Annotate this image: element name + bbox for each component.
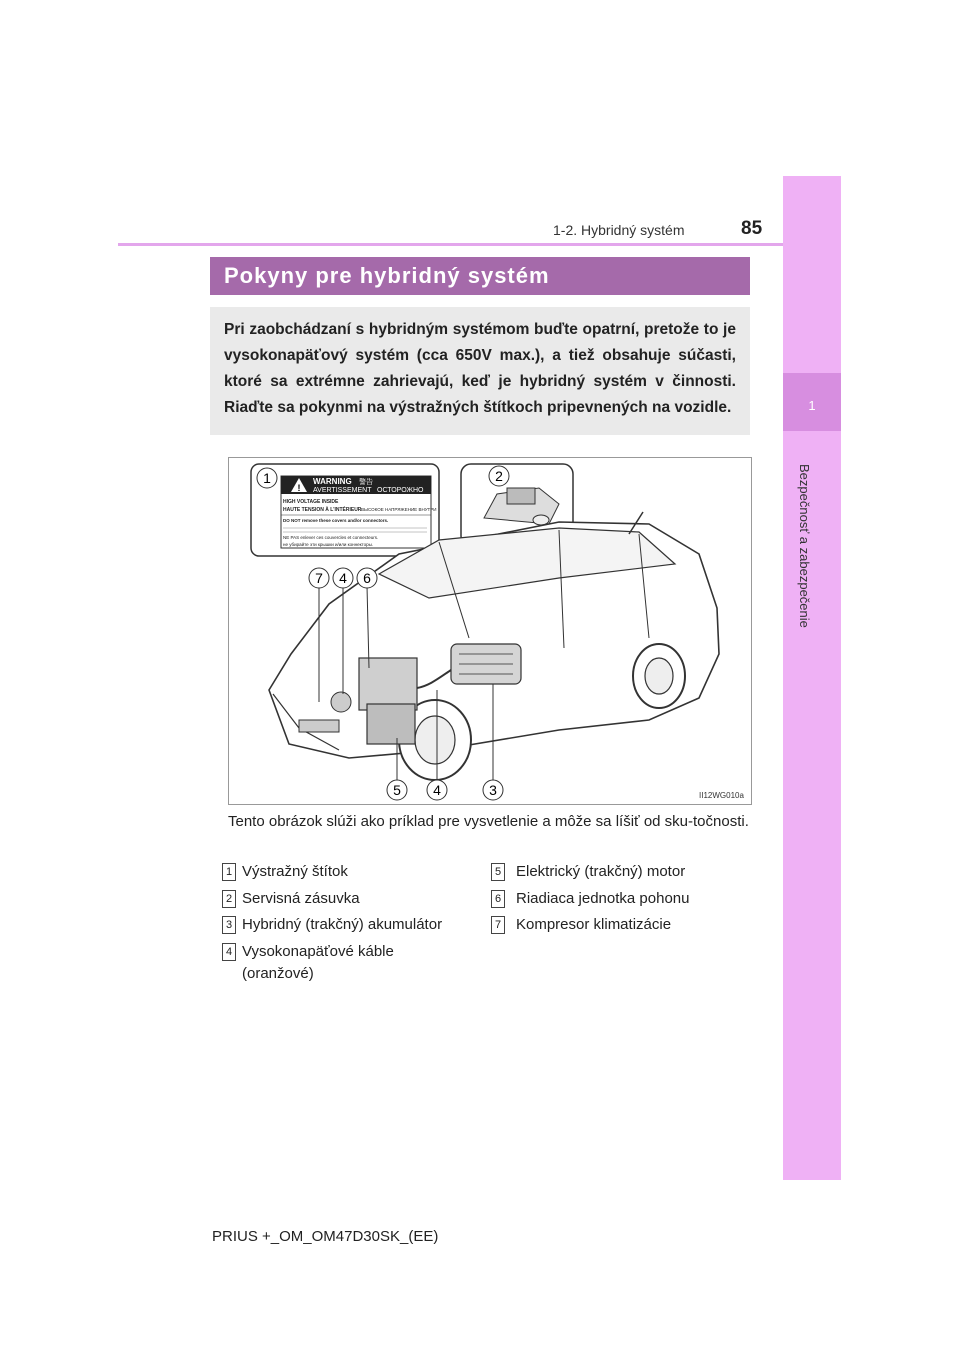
label-avertissement: AVERTISSEMENT	[313, 487, 372, 494]
legend-num-4: 4	[222, 943, 236, 961]
svg-text:4: 4	[339, 570, 347, 586]
legend-num-7: 7	[491, 916, 505, 934]
chapter-number: 1	[808, 398, 816, 413]
legend-text-7: Kompresor klimatizácie	[516, 916, 672, 933]
callout-7	[309, 568, 329, 588]
svg-text:!: !	[297, 483, 301, 493]
label-vysokoe: ВЫСОКОЕ НАПРЯЖЕНИЕ ВНУТРИ	[361, 507, 437, 512]
legend-text-4-cont: (oranžové)	[242, 965, 314, 982]
legend-text-2: Servisná zásuvka	[242, 890, 360, 907]
callout-4b	[427, 780, 447, 800]
svg-text:1: 1	[263, 470, 271, 486]
svg-text:7: 7	[315, 570, 323, 586]
label-ne-pas: NE PAS enlever ces couvercles et connecteurs.	[283, 535, 379, 540]
ac-compressor	[331, 692, 351, 712]
traction-motor	[367, 704, 415, 744]
legend-num-6: 6	[491, 890, 505, 908]
chapter-side-tab	[783, 176, 841, 1180]
callout-5	[387, 780, 407, 800]
section-title: 1-2. Hybridný systém	[553, 222, 685, 238]
callout-2	[489, 466, 509, 486]
legend-num-2: 2	[222, 890, 236, 908]
callout-1	[257, 468, 277, 488]
label-hv-inside: HIGH VOLTAGE INSIDE	[283, 499, 339, 505]
svg-text:6: 6	[363, 570, 371, 586]
page-title: Pokyny pre hybridný systém	[224, 263, 550, 288]
label-do-not: DO NOT remove these covers and/or connectors.	[283, 518, 389, 523]
label-ostorozhno: ОСТОРОЖНО	[377, 487, 424, 494]
legend-num-3: 3	[222, 916, 236, 934]
legend-text-5: Elektrický (trakčný) motor	[516, 863, 686, 880]
svg-text:4: 4	[433, 782, 441, 798]
legend-text-6: Riadiaca jednotka pohonu	[516, 890, 690, 907]
legend-text-4: Vysokonapäťové káble	[242, 943, 394, 960]
svg-text:5: 5	[393, 782, 401, 798]
label-ne-ubir: не убирайте эти крышки и/или коннекторы.	[283, 542, 374, 547]
svg-text:3: 3	[489, 782, 497, 798]
figure-code: II12WG010a	[699, 791, 744, 800]
car-illustration	[229, 458, 751, 804]
legend-text-3: Hybridný (trakčný) akumulátor	[242, 916, 443, 933]
label-kanji: 警告	[359, 479, 373, 486]
legend-num-5: 5	[491, 863, 505, 881]
header-rule	[118, 243, 783, 246]
callout-3	[483, 780, 503, 800]
callout-4a	[333, 568, 353, 588]
label-warning: WARNING	[313, 477, 352, 486]
intro-box	[210, 307, 750, 435]
hybrid-system-figure	[228, 457, 752, 805]
svg-text:2: 2	[495, 468, 503, 484]
page-number: 85	[741, 218, 763, 239]
figure-caption: Tento obrázok slúži ako príklad pre vysvetlenie a môže sa líšiť od sku-točnosti.	[228, 813, 749, 830]
chapter-title: Bezpečnosť a zabezpečenie	[797, 464, 812, 628]
legend-num-1: 1	[222, 863, 236, 881]
page-title-bar	[210, 257, 750, 295]
power-control-unit	[359, 658, 417, 710]
legend-text-1: Výstražný štítok	[242, 863, 348, 880]
footer-doc-code: PRIUS +_OM_OM47D30SK_(EE)	[212, 1228, 439, 1245]
callout-6	[357, 568, 377, 588]
label-haute-tension: HAUTE TENSION À L'INTÉRIEUR	[283, 507, 362, 513]
intro-text: Pri zaobchádzaní s hybridným systémom buďte opatrní, pretože to je vysokonapäťový systém (cca 650V max.), a tiež obsahuje súčasti, ktoré sa extrémne zahrievajú, keď je hybridný systém v činnosti. Riaďte sa pokynmi na výstražných štítkoch pripevnených na vozidle.	[224, 321, 736, 416]
